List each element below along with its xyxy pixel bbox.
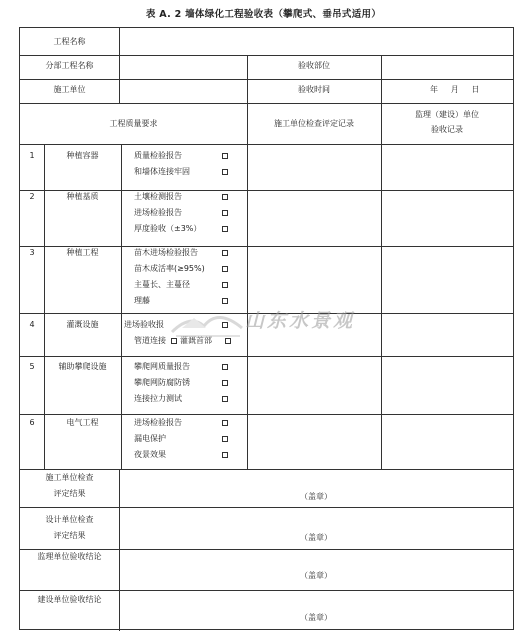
conclusion-label: 建设单位验收结论 xyxy=(37,595,102,604)
acceptance-time-label: 验收时间 xyxy=(298,85,330,94)
section-number: 2 xyxy=(29,192,35,201)
conclusion-label: 施工单位检查 xyxy=(45,473,94,482)
checkbox[interactable] xyxy=(222,380,228,386)
seal-placeholder: （盖章） xyxy=(300,571,332,580)
section-number: 3 xyxy=(29,248,35,257)
col-divider xyxy=(121,144,122,469)
section-name: 种植容器 xyxy=(66,151,99,160)
mountain-logo-icon xyxy=(170,302,244,342)
section-number: 4 xyxy=(29,320,35,329)
check-item: 连接拉力测试 xyxy=(134,394,182,403)
checkbox[interactable] xyxy=(222,194,228,200)
watermark xyxy=(170,302,360,342)
check-item: 灌溉首部 xyxy=(180,336,212,345)
checkbox[interactable] xyxy=(222,266,228,272)
check-item: 苗木进场检验报告 xyxy=(134,248,198,257)
conclusion-label: 评定结果 xyxy=(53,489,86,498)
check-item: 进场检验报告 xyxy=(134,418,182,427)
checkbox[interactable] xyxy=(222,210,228,216)
check-item: 和墙体连接牢固 xyxy=(134,167,190,176)
row-divider xyxy=(20,79,513,80)
check-item: 管道连接 xyxy=(134,336,166,345)
row-divider xyxy=(20,469,513,470)
conclusion-label: 监理单位验收结论 xyxy=(37,552,102,561)
checkbox[interactable] xyxy=(222,452,228,458)
checkbox[interactable] xyxy=(222,282,228,288)
conclusion-label: 评定结果 xyxy=(53,531,86,540)
row-divider xyxy=(20,590,513,591)
section-name: 辅助攀爬设施 xyxy=(58,362,107,371)
check-item: 质量检验报告 xyxy=(134,151,182,160)
check-item: 夜景效果 xyxy=(134,450,166,459)
conclusion-label: 设计单位检查 xyxy=(45,515,94,524)
row-divider xyxy=(20,356,513,357)
row-divider xyxy=(20,144,513,145)
section-number: 6 xyxy=(29,418,35,427)
checkbox[interactable] xyxy=(222,420,228,426)
row-divider xyxy=(20,190,513,191)
checkbox[interactable] xyxy=(222,396,228,402)
date-placeholder: 年 月 日 xyxy=(430,85,480,94)
check-item: 攀爬网质量报告 xyxy=(134,362,190,371)
check-item: 漏电保护 xyxy=(134,434,166,443)
checkbox[interactable] xyxy=(222,153,228,159)
row-divider xyxy=(20,103,513,104)
check-item: 厚度验收（±3%） xyxy=(134,224,202,233)
quality-requirements-header: 工程质量要求 xyxy=(109,119,158,128)
section-number: 5 xyxy=(29,362,35,371)
section-name: 种植基质 xyxy=(66,192,99,201)
acceptance-part-label: 验收部位 xyxy=(298,61,330,70)
checkbox[interactable] xyxy=(222,250,228,256)
project-name-label: 工程名称 xyxy=(53,37,86,46)
row-divider xyxy=(20,246,513,247)
sub-project-label: 分部工程名称 xyxy=(45,61,94,70)
row-divider xyxy=(20,549,513,550)
check-item: 土壤检测报告 xyxy=(134,192,182,201)
col-divider xyxy=(381,55,382,103)
seal-placeholder: （盖章） xyxy=(300,613,332,622)
checkbox[interactable] xyxy=(222,436,228,442)
check-item: 进场检验报告 xyxy=(134,208,182,217)
col-divider xyxy=(381,103,382,469)
contractor-record-header: 施工单位检查评定记录 xyxy=(274,119,354,128)
check-item: 苗木成活率(≥95%) xyxy=(134,264,205,273)
section-name: 电气工程 xyxy=(66,418,99,427)
watermark-text: 山东水景观 xyxy=(245,310,356,332)
contractor-label: 施工单位 xyxy=(53,85,86,94)
supervisor-record-header-line2: 验收记录 xyxy=(431,125,463,134)
seal-placeholder: （盖章） xyxy=(300,492,332,501)
section-name: 种植工程 xyxy=(66,248,99,257)
table-title: 表 A. 2 墙体绿化工程验收表（攀爬式、垂吊式适用） xyxy=(145,9,382,20)
checkbox[interactable] xyxy=(222,226,228,232)
check-item: 攀爬网防腐防锈 xyxy=(134,378,190,387)
row-divider xyxy=(20,414,513,415)
check-item: 理藤 xyxy=(134,296,150,305)
col-divider xyxy=(119,28,120,103)
col-divider xyxy=(247,103,248,469)
seal-placeholder: （盖章） xyxy=(300,533,332,542)
section-name: 灌溉设施 xyxy=(66,320,99,329)
row-divider xyxy=(20,55,513,56)
row-divider xyxy=(20,507,513,508)
check-item: 主蔓长、主蔓径 xyxy=(134,280,190,289)
supervisor-record-header-line1: 监理（建设）单位 xyxy=(415,110,479,119)
section-number: 1 xyxy=(29,151,35,160)
check-item: 进场验收报 xyxy=(124,320,164,329)
checkbox[interactable] xyxy=(222,364,228,370)
checkbox[interactable] xyxy=(222,169,228,175)
